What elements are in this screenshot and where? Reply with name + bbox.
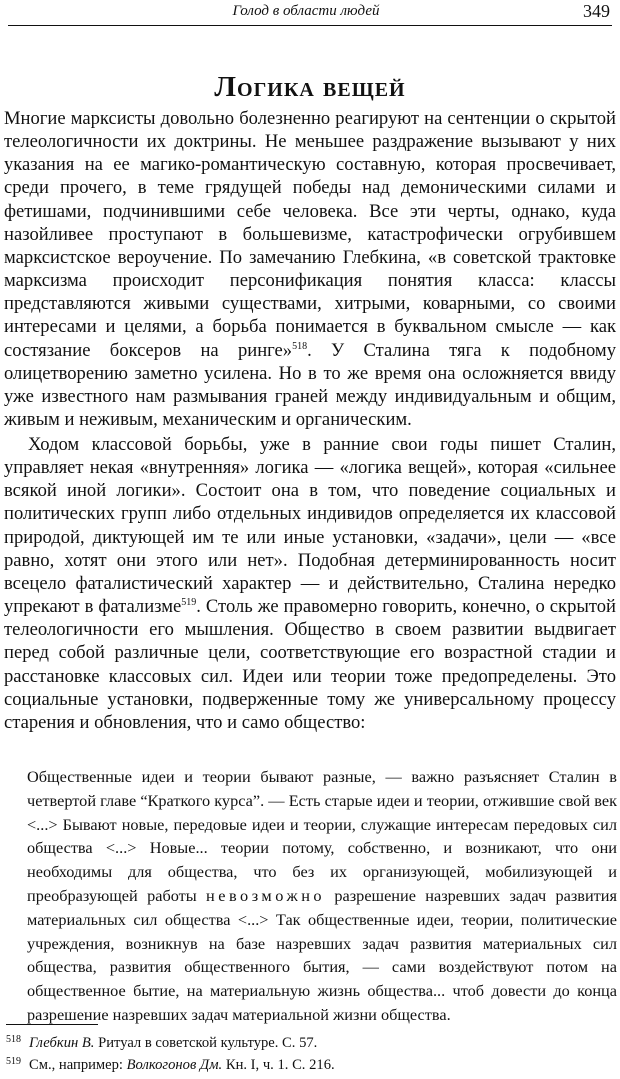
footnote-separator [6, 1024, 98, 1025]
paragraph-1-text-b: . У Сталина тяга к подобному олицетворению заметно усилена. Но в то же время она осложняется ввиду уже известного нам размывания граней между индивидуальным и общим, живым и неживым, механическим и органическим. [4, 339, 616, 431]
paragraph-2 [4, 433, 616, 734]
footnote-number: 518 [6, 1034, 21, 1045]
chapter-title: Логика вещей [214, 71, 406, 104]
header-rule [8, 25, 612, 26]
quote-text-b: разрешение назревших задач развития материальных сил общества <...> Так общественные идеи, теории, политические учреждения, возникнув на базе назревших задач развития материальных сил общества, развития общественного бытия, — сами воздействуют потом на общественное бытие, на материальную жизнь общества... чтоб довести до конца разрешение назревших задач материальной жизни общества. [27, 885, 617, 1024]
quote-spaced-word: невозможно [206, 885, 326, 905]
footnote-author: Глебкин В. [29, 1035, 95, 1051]
paragraph-2-text-b: . Столь же правомерно говорить, конечно, о скрытой телеологичности его мышления. Общество в своем развитии выдвигает перед собой различные цели, соответствующие его возрастной стадии и расстановке классовых сил. Идеи или теории тоже предопределены. Это социальные установки, подверженные тому же универсальному процессу старения и обновления, что и само общество: [4, 596, 616, 733]
quote-text-a: Общественные идеи и теории бывают разные, — важно разъясняет Сталин в четвертой главе “Краткого курса”. — Есть старые идеи и теории, отжившие свой век <...> Бывают новые, передовые идеи и теории, служащие интересам передовых сил общества <...> Новые... теории потому, собственно, и возникают, что они необходимы для общества, что без их организующей, мобилизующей и преобразующей работы [27, 767, 617, 905]
footnote-prefix: См., например: [29, 1057, 127, 1073]
footnote-author: Волкогонов Дм. [126, 1057, 223, 1073]
footnote-ref-518[interactable]: 518 [292, 340, 308, 352]
running-head [0, 0, 620, 26]
footnote-number: 519 [6, 1056, 21, 1067]
footnote-ref-519[interactable]: 519 [181, 597, 197, 609]
footnote-text: Ритуал в советской культуре. С. 57. [94, 1035, 318, 1051]
running-title: Голод в области людей [232, 3, 380, 19]
paragraph-2-text-a: Ходом классовой борьбы, уже в ранние свои годы пишет Сталин, управляет некая «внутренняя» логика — «логика вещей», которая «сильнее всякой иной логики». Состоит она в том, что поведение социальных и политических групп либо отдельных индивидов определяется их классовой природой, диктующей им те или иные установки, «задачи», цели — «все равно, хотят они этого или нет». Подобная детерминированность носит всецело фаталистический характер — и действительно, Сталина нередко упрекают в фатализме [4, 434, 616, 618]
paragraph-1-text-a: Многие марксисты довольно болезненно реагируют на сентенции о скрытой телеологичности их доктрины. Не меньшее раздражение вызывают у них указания на ее магико-романтическую составную, которая просвечивает, среди прочего, в теме грядущей победы над демоническими силами и фетишами, подчинившими себе человека. Все эти черты, однако, куда назойливее проступают в большевизме, катастрофически огрубившем марксистское вероучение. По замечанию Глебкина, «в советской трактовке марксизма происходит персонификация понятия класса: классы представляются живыми существами, хитрыми, коварными, со своими интересами и целями, а борьба понимается в буквальном смысле — как состязание боксеров на ринге» [4, 108, 616, 361]
footnote-518 [6, 1034, 317, 1052]
paragraph-1 [4, 107, 616, 431]
footnote-text: Кн. I, ч. 1. С. 216. [222, 1057, 335, 1073]
block-quote [27, 765, 617, 1027]
footnote-519 [6, 1056, 335, 1074]
page-number: 349 [583, 1, 610, 21]
